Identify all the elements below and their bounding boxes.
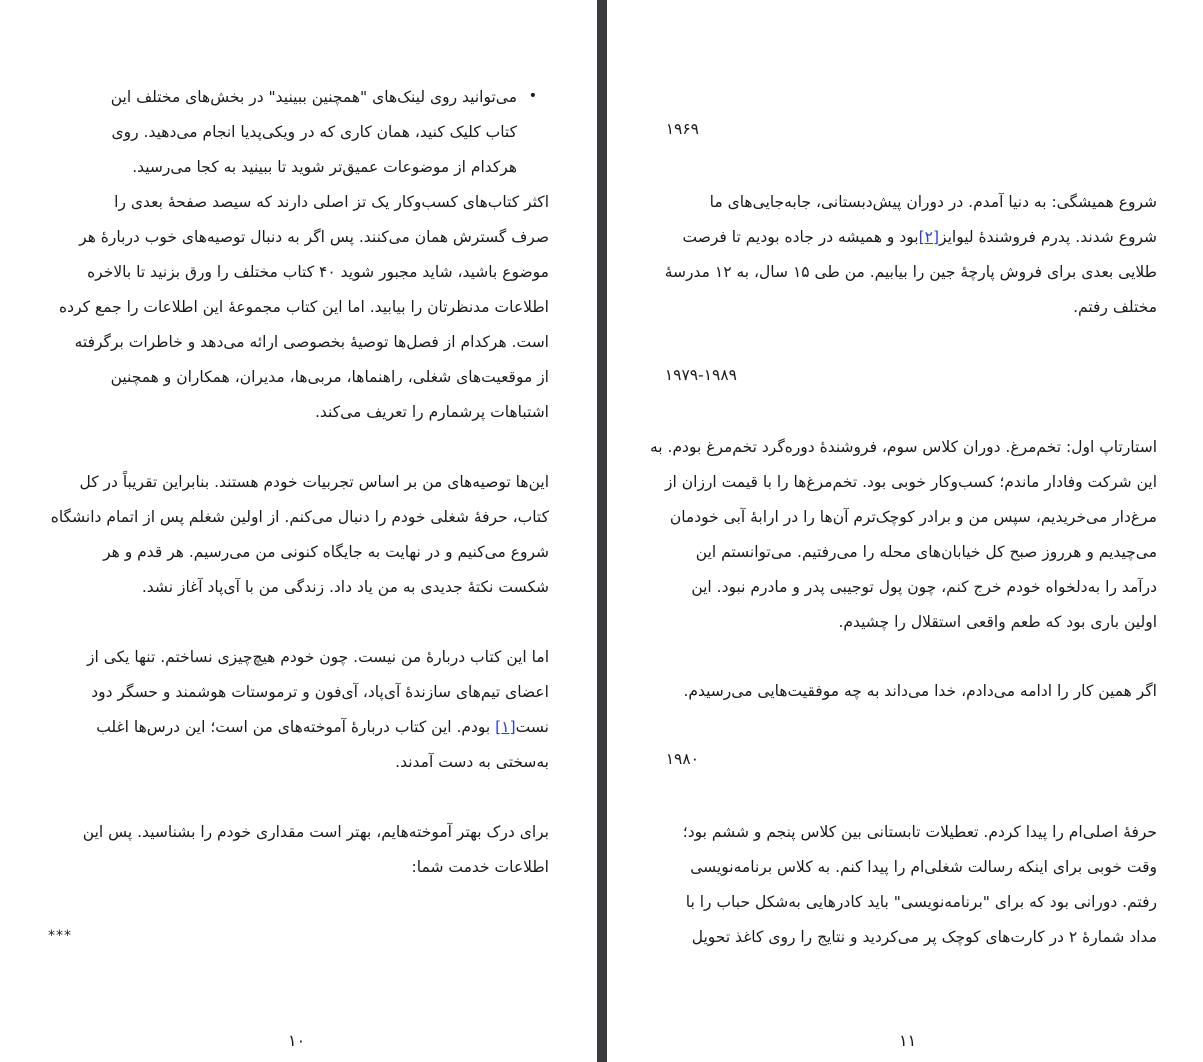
text-line: اگر همین کار را ادامه می‌دادم، خدا می‌داند به چه موفقیت‌هایی می‌رسیدم. xyxy=(683,682,1157,700)
right-paragraph-2 xyxy=(649,430,1157,640)
footnote-link-1[interactable]: [۱] xyxy=(495,718,516,736)
page-number-right: ۱۱ xyxy=(899,1031,917,1050)
text-fragment: بود و همیشه در جاده بودیم تا فرصت xyxy=(682,228,919,246)
bullet-line-1: می‌توانید روی لینک‌های "همچنین ببینید" در بخش‌های مختلف این xyxy=(110,88,517,106)
text-line: صرف گسترش همان می‌کنند. پس اگر به دنبال توصیه‌های خوب دربارهٔ هر xyxy=(79,228,549,246)
text-line xyxy=(44,710,549,745)
text-line: است. هرکدام از فصل‌ها توصیهٔ بخصوصی ارائه می‌دهد و خاطرات برگرفته xyxy=(74,333,549,351)
year-heading: ۱۹۶۹ xyxy=(665,120,699,138)
text-line: شکست نکتهٔ جدیدی به من یاد داد. زندگی من با آی‌پاد آغاز نشد. xyxy=(141,578,549,596)
text-fragment: نست xyxy=(515,718,549,736)
left-paragraph-4 xyxy=(44,815,549,885)
bullet-icon: • xyxy=(528,88,537,104)
bullet-item xyxy=(47,80,517,185)
right-paragraph-3 xyxy=(652,674,1157,709)
text-line: اکثر کتاب‌های کسب‌وکار یک تز اصلی دارند که سیصد صفحهٔ بعدی را xyxy=(114,193,549,211)
year-heading: ۱۹۸۰ xyxy=(665,750,699,768)
text-line: موضوع باشید، شاید مجبور شوید ۴۰ کتاب مختلف را ورق بزنید تا بالاخره xyxy=(87,263,549,281)
bullet-line-2: کتاب کلیک کنید، همان کاری که در ویکی‌پدیا انجام می‌دهید. روی xyxy=(111,123,517,141)
left-paragraph-3 xyxy=(44,640,549,780)
text-line: اشتباهات پرشمارم را تعریف می‌کند. xyxy=(314,403,549,421)
text-line: رفتم. دورانی بود که برای "برنامه‌نویسی" باید کادرهایی به‌شکل حباب را با xyxy=(685,893,1157,911)
text-line: وقت خوبی برای اینکه رسالت شغلی‌ام را پیدا کنم. به کلاس برنامه‌نویسی xyxy=(690,858,1157,876)
text-fragment: شروع شدند. پدرم فروشندهٔ لیوایز xyxy=(939,228,1157,246)
footnote-link-2[interactable]: [۲] xyxy=(918,228,940,246)
page-number-left: ۱۰ xyxy=(288,1031,306,1050)
text-line: مداد شمارهٔ ۲ در کارت‌های کوچک پر می‌کردید و نتایج را روی کاغذ تحویل xyxy=(691,928,1157,946)
left-paragraph-2 xyxy=(44,465,549,605)
text-line: اطلاعات مدنظرتان را بیابید. اما این کتاب مجموعهٔ این اطلاعات را جمع کرده xyxy=(59,298,549,316)
text-line: مرغ‌دار می‌خریدیم، سپس من و برادر کوچک‌ترم آن‌ها را در ارابهٔ آبی خودمان xyxy=(669,508,1157,526)
right-paragraph-4 xyxy=(652,815,1157,955)
text-line: طلایی بعدی برای فروش پارچهٔ جین را بیابیم. من طی ۱۵ سال، به ۱۲ مدرسهٔ xyxy=(664,263,1157,281)
right-paragraph-1 xyxy=(652,185,1157,325)
right-page xyxy=(607,0,1203,1062)
text-line: حرفهٔ اصلی‌ام را پیدا کردم. تعطیلات تابستانی بین کلاس پنجم و ششم بود؛ xyxy=(682,823,1157,841)
text-line: مختلف رفتم. xyxy=(1073,298,1157,316)
text-line: شروع همیشگی: به دنیا آمدم. در دوران پیش‌دبستانی، جابه‌جایی‌های ما xyxy=(709,193,1157,211)
text-line xyxy=(652,220,1157,255)
text-line: اطلاعات خدمت شما: xyxy=(411,858,549,876)
book-gutter xyxy=(597,0,607,1062)
text-line: استارتاپ اول: تخم‌مرغ. دوران کلاس سوم، فروشندهٔ دوره‌گرد تخم‌مرغ بودم. به xyxy=(649,438,1157,456)
text-fragment: بودم. این کتاب دربارهٔ آموخته‌های من است؛ این درس‌ها اغلب xyxy=(96,718,496,736)
left-paragraph-1 xyxy=(44,185,549,430)
text-line: به‌سختی به دست آمدند. xyxy=(395,753,549,771)
left-page xyxy=(0,0,597,1062)
bullet-line-3: هرکدام از موضوعات عمیق‌تر شوید تا ببینید به کجا می‌رسید. xyxy=(132,158,517,176)
text-line: این‌ها توصیه‌های من بر اساس تجربیات خودم هستند. بنابراین تقریباً در کل xyxy=(79,473,549,491)
text-line: اولین باری بود که طعم واقعی استقلال را چشیدم. xyxy=(838,613,1157,631)
text-line: اما این کتاب دربارهٔ من نیست. چون خودم هیچ‌چیزی نساختم. تنها یکی از xyxy=(86,648,549,666)
text-line: می‌چیدیم و هرروز صبح کل خیابان‌های محله را می‌رفتیم. می‌توانستم این xyxy=(695,543,1157,561)
section-separator: *** xyxy=(48,928,72,944)
text-line: این شرکت وفادار ماندم؛ کسب‌وکار خوبی بود. تخم‌مرغ‌ها را با قیمت ارزان از xyxy=(665,473,1157,491)
text-line: از موقعیت‌های شغلی، راهنماها، مربی‌ها، مدیران، همکاران و همچنین xyxy=(110,368,549,386)
text-line: شروع می‌کنیم و در نهایت به جایگاه کنونی من می‌رسیم. هر قدم و هر xyxy=(103,543,549,561)
text-line: کتاب، حرفهٔ شغلی خودم را دنبال می‌کنم. از اولین شغلم پس از اتمام دانشگاه xyxy=(50,508,549,526)
text-line: اعضای تیم‌های سازندهٔ آی‌پاد، آی‌فون و ترموستات هوشمند و حسگر دود xyxy=(91,683,549,701)
year-heading: ۱۹۷۹-۱۹۸۹ xyxy=(664,366,737,384)
text-line: برای درک بهتر آموخته‌هایم، بهتر است مقداری خودم را بشناسید. پس این xyxy=(82,823,549,841)
text-line: درآمد را به‌دلخواه خودم خرج کنم، چون پول توجیبی پدر و مادرم نبود. این xyxy=(691,578,1157,596)
